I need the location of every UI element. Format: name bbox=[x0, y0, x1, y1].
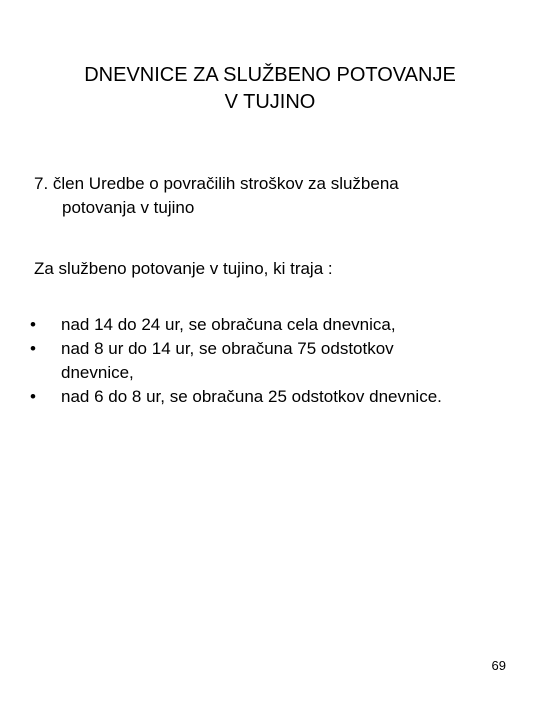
title-line-2: V TUJINO bbox=[224, 91, 316, 113]
intro-text: Za službeno potovanje v tujino, ki traja : bbox=[34, 259, 333, 278]
legal-reference bbox=[34, 172, 504, 220]
reference-line-2: potovanja v tujino bbox=[62, 198, 195, 217]
bullet-icon: • bbox=[30, 339, 36, 358]
bullet-list bbox=[28, 313, 528, 409]
list-item bbox=[28, 337, 528, 385]
page-number: 69 bbox=[491, 658, 506, 673]
bullet-icon: • bbox=[30, 387, 36, 406]
list-item bbox=[28, 385, 528, 409]
list-item-text bbox=[61, 385, 528, 409]
list-item-line: dnevnice, bbox=[61, 363, 134, 382]
reference-line-1: 7. člen Uredbe o povračilih stroškov za službena bbox=[34, 174, 399, 193]
list-item-line: nad 8 ur do 14 ur, se obračuna 75 odstotkov bbox=[61, 339, 394, 358]
list-item bbox=[28, 313, 528, 337]
list-item-line: nad 14 do 24 ur, se obračuna cela dnevnica, bbox=[61, 315, 396, 334]
title-line-1: DNEVNICE ZA SLUŽBENO POTOVANJE bbox=[84, 64, 456, 86]
bullet-icon: • bbox=[30, 315, 36, 334]
list-item-text bbox=[61, 337, 528, 385]
list-item-line: nad 6 do 8 ur, se obračuna 25 odstotkov dnevnice. bbox=[61, 387, 442, 406]
page-title bbox=[0, 62, 540, 116]
list-item-text bbox=[61, 313, 528, 337]
